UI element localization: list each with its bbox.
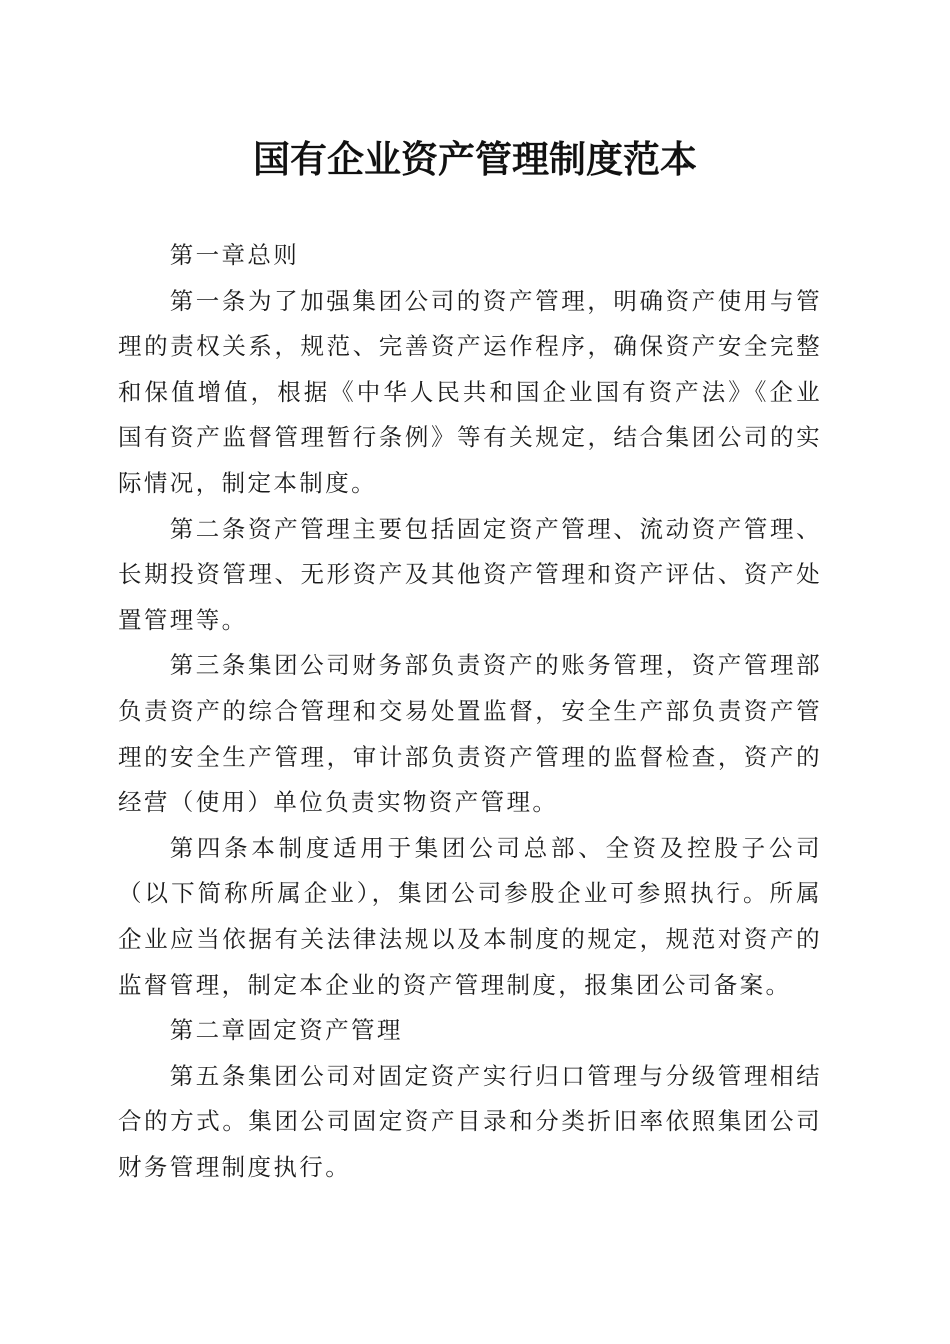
document-body: [118, 233, 822, 1190]
article-paragraph: 第五条集团公司对固定资产实行归口管理与分级管理相结合的方式。集团公司固定资产目录和分类折旧率依照集团公司财务管理制度执行。: [118, 1061, 822, 1181]
article-paragraph: 第一条为了加强集团公司的资产管理，明确资产使用与管理的责权关系，规范、完善资产运作程序，确保资产安全完整和保值增值，根据《中华人民共和国企业国有资产法》《企业国有资产监督管理暂行条例》等有关规定，结合集团公司的实际情况，制定本制度。: [118, 286, 822, 497]
chapter-heading: 第二章固定资产管理: [169, 1016, 403, 1045]
article-paragraph: 第二条资产管理主要包括固定资产管理、流动资产管理、长期投资管理、无形资产及其他资产管理和资产评估、资产处置管理等。: [118, 514, 822, 634]
chapter-heading: 第一章总则: [169, 241, 300, 269]
article-paragraph: 第四条本制度适用于集团公司总部、全资及控股子公司（以下简称所属企业），集团公司参股企业可参照执行。所属企业应当依据有关法律法规以及本制度的规定，规范对资产的监督管理，制定本企业的资产管理制度，报集团公司备案。: [118, 833, 822, 999]
article-paragraph: 第三条集团公司财务部负责资产的账务管理，资产管理部负责资产的综合管理和交易处置监督，安全生产部负责资产管理的安全生产管理，审计部负责资产管理的监督检查，资产的经营（使用）单位负责实物资产管理。: [118, 651, 822, 817]
document-title: 国有企业资产管理制度范本: [253, 137, 697, 181]
